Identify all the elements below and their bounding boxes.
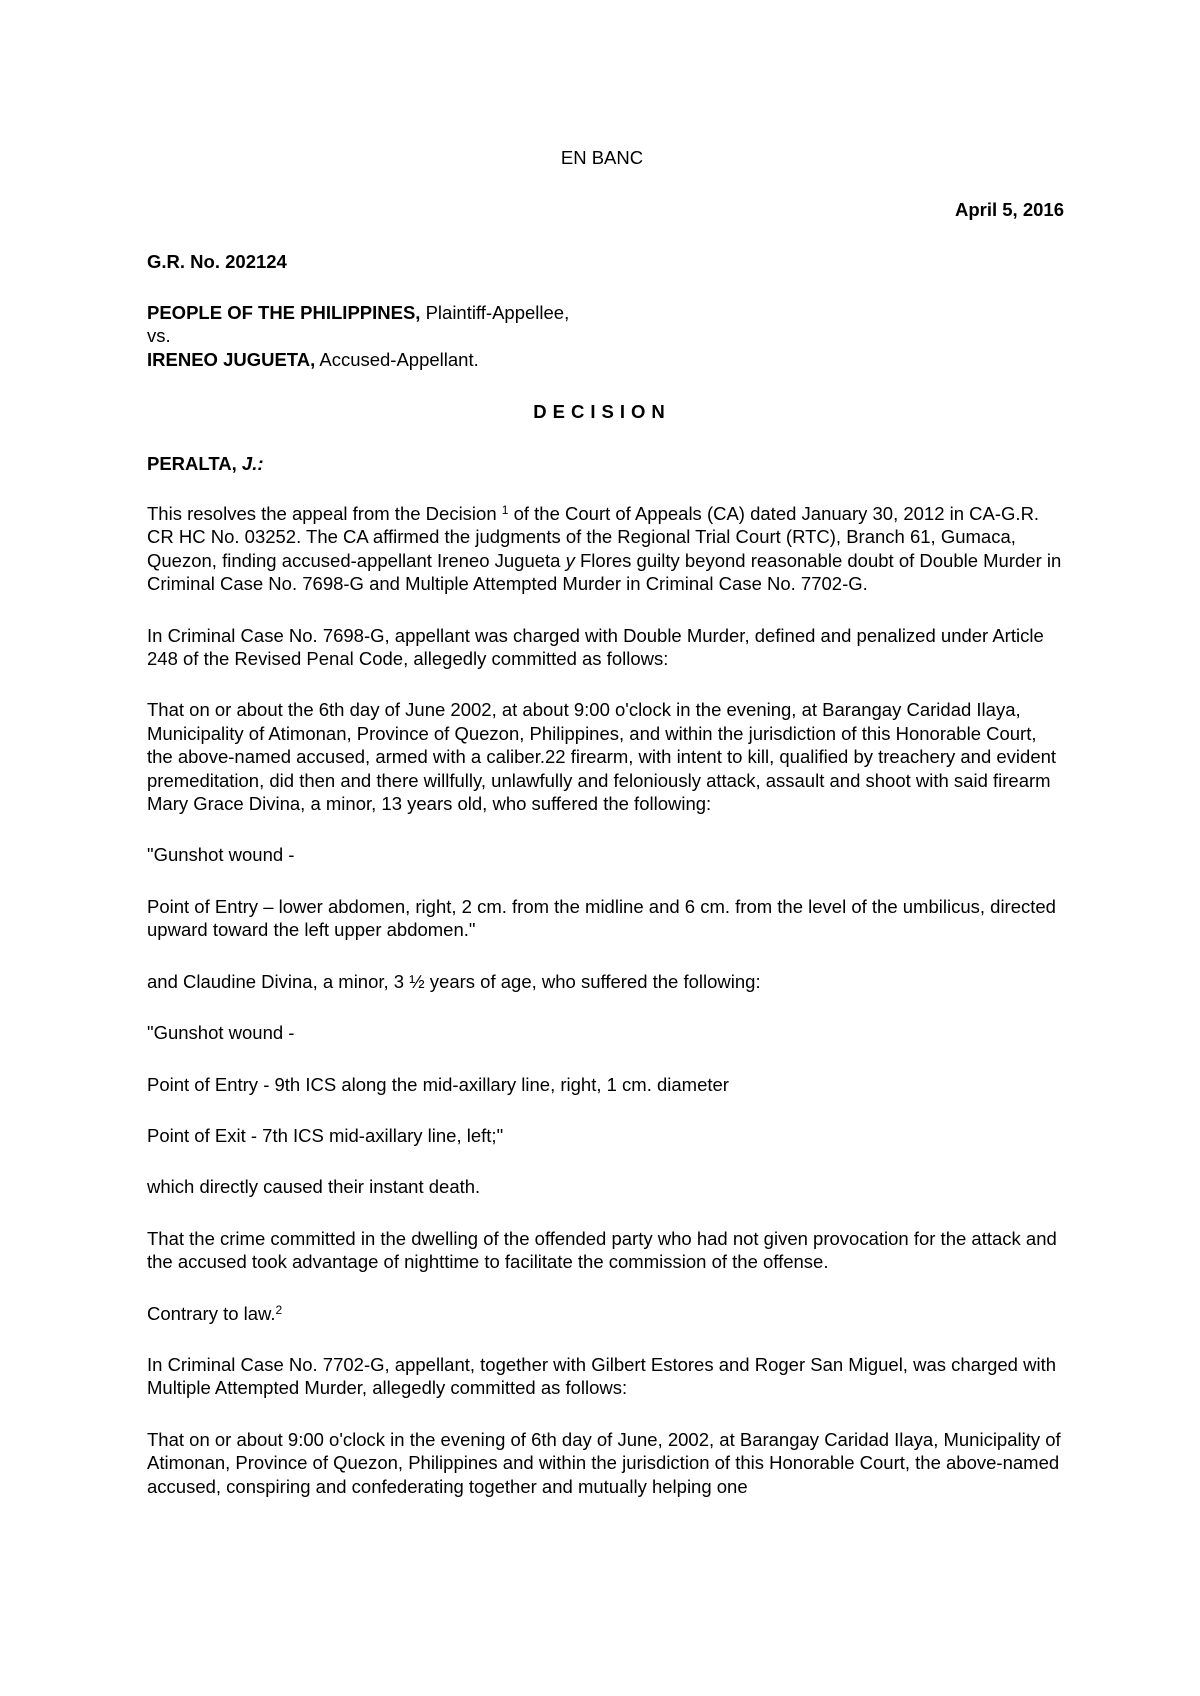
plaintiff-role: Plaintiff-Appellee, xyxy=(420,302,570,323)
paragraph: "Gunshot wound - xyxy=(147,1022,295,1044)
decision-body xyxy=(147,502,1067,1526)
case-number: G.R. No. 202124 xyxy=(147,251,287,272)
footnote-ref-1[interactable]: 1 xyxy=(501,503,509,517)
plaintiff-name: PEOPLE OF THE PHILIPPINES, xyxy=(147,302,421,323)
paragraph: That on or about 9:00 o'clock in the evening of 6th day of June, 2002, at Barangay Caridad Ilaya, Municipality of Atimonan, Province of Quezon, Philippines and within the jurisdiction of this Honorable Court, the above-named accused, conspiring and confederating together and mutually helping one xyxy=(147,1428,1061,1497)
document-title: DECISION xyxy=(533,401,671,422)
paragraph-text: Flores guilty beyond reasonable doubt of Double Murder in Criminal Case No. 7698-G and Multiple Attempted Murder in Criminal Case No. 7702-G. xyxy=(147,549,1062,595)
paragraph-text: This resolves the appeal from the Decision xyxy=(147,503,502,524)
paragraph: "Gunshot wound - xyxy=(147,844,295,866)
accused-name: IRENEO JUGUETA, xyxy=(147,348,316,370)
paragraph: That the crime committed in the dwelling of the offended party who had not given provocation for the attack and the accused took advantage of nighttime to facilitate the commission of the offense. xyxy=(147,1227,1057,1273)
court-division: EN BANC xyxy=(560,147,644,168)
paragraph: and Claudine Divina, a minor, 3 ½ years of age, who suffered the following: xyxy=(147,970,761,992)
paragraph-intro xyxy=(147,502,1067,596)
paragraph-contrary xyxy=(147,1302,1067,1325)
paragraph-text: Contrary to law. xyxy=(147,1302,276,1324)
decision-date: April 5, 2016 xyxy=(954,199,1064,220)
footnote-ref-2[interactable]: 2 xyxy=(275,1302,283,1317)
paragraph: Point of Entry – lower abdomen, right, 2 cm. from the midline and 6 cm. from the level of the umbilicus, directed upward toward the left upper abdomen." xyxy=(147,895,1056,941)
paragraph: In Criminal Case No. 7702-G, appellant, together with Gilbert Estores and Roger San Miguel, was charged with Multiple Attempted Murder, allegedly committed as follows: xyxy=(147,1353,1057,1399)
accused-role: Accused-Appellant. xyxy=(315,348,479,370)
ponente-name: PERALTA, xyxy=(147,453,242,474)
case-parties xyxy=(147,301,569,371)
paragraph: Point of Entry - 9th ICS along the mid-axillary line, right, 1 cm. diameter xyxy=(147,1073,729,1095)
paragraph-text: of the Court of Appeals (CA) dated January 30, 2012 in CA-G.R. CR HC No. 03252. The CA affirmed the judgments of the Regional Trial Court (RTC), Branch 61, Gumaca, Quezon, finding accused-appellant Ireneo Jugueta xyxy=(147,503,1040,571)
paragraph: which directly caused their instant death. xyxy=(147,1176,481,1198)
ponente xyxy=(147,452,264,475)
versus-text: vs. xyxy=(147,325,171,347)
paragraph: Point of Exit - 7th ICS mid-axillary line, left;" xyxy=(147,1124,504,1146)
paragraph-text-italic: y xyxy=(565,549,575,571)
ponente-title: J.: xyxy=(241,453,264,474)
paragraph: That on or about the 6th day of June 2002, at about 9:00 o'clock in the evening, at Barangay Caridad Ilaya, Municipality of Atimonan, Province of Quezon, Philippines, and within the jurisdiction of this Honorable Court, the above-named accused, armed with a caliber.22 firearm, with intent to kill, qualified by treachery and evident premeditation, did then and there willfully, unlawfully and feloniously attack, assault and shoot with said firearm Mary Grace Divina, a minor, 13 years old, who suffered the following: xyxy=(147,699,1057,815)
paragraph: In Criminal Case No. 7698-G, appellant was charged with Double Murder, defined and penalized under Article 248 of the Revised Penal Code, allegedly committed as follows: xyxy=(147,624,1044,670)
